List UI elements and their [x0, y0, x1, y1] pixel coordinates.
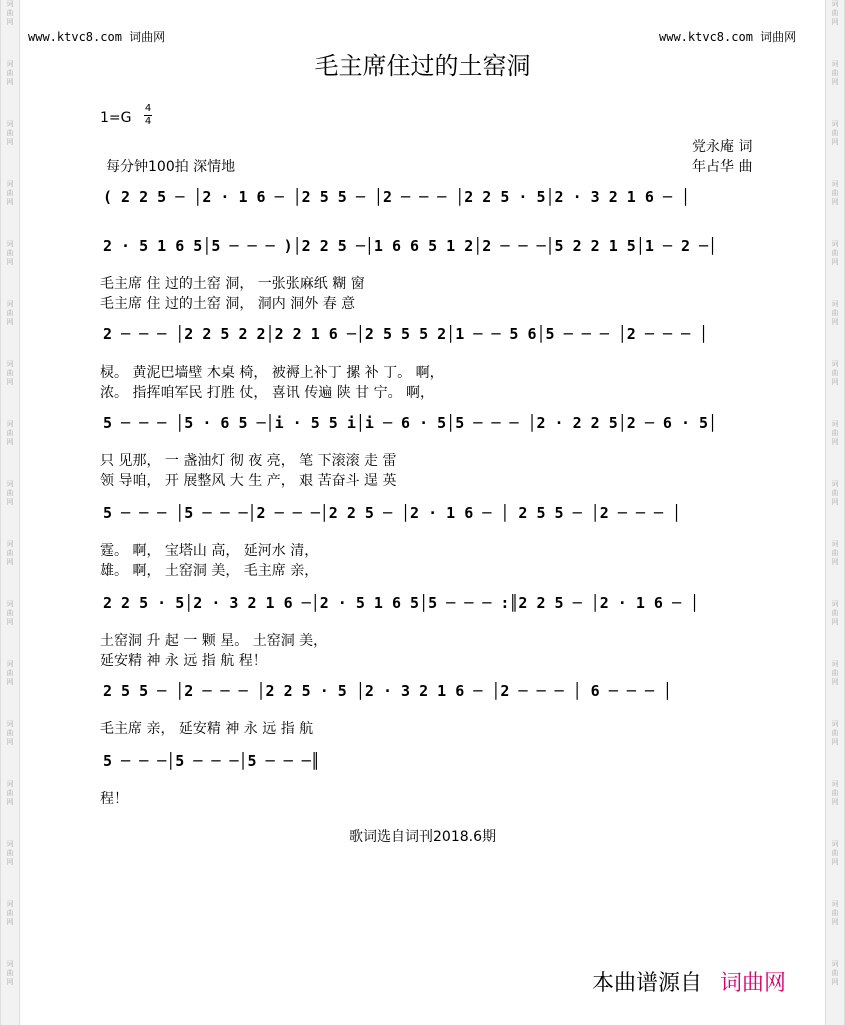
watermark-glyph: 网 [831, 558, 839, 566]
watermark-glyph: 曲 [831, 9, 839, 17]
lyrics-source-note: 歌词选自词刊2018.6期 [349, 829, 496, 845]
lyric-line: 霆。 啊， 宝塔山 高， 延河水 清， [100, 543, 319, 559]
watermark-glyph: 网 [6, 318, 14, 326]
watermark-gap [1, 267, 19, 300]
watermark-glyph: 词 [831, 600, 839, 608]
watermark-gap [1, 747, 19, 780]
watermark-glyph: 网 [6, 738, 14, 746]
watermark-glyph: 曲 [831, 729, 839, 737]
footer-brand-link[interactable]: 词曲网 [720, 971, 787, 996]
watermark-glyph: 网 [831, 258, 839, 266]
watermark-glyph: 网 [6, 258, 14, 266]
tempo-marking: 每分钟100拍 深情地 [106, 159, 236, 175]
watermark-glyph: 词 [6, 120, 14, 128]
watermark-glyph: 曲 [831, 909, 839, 917]
watermark-glyph: 词 [6, 600, 14, 608]
watermark-glyph: 词 [831, 180, 839, 188]
watermark-glyph: 网 [6, 498, 14, 506]
watermark-glyph: 网 [831, 618, 839, 626]
watermark-glyph: 曲 [831, 129, 839, 137]
watermark-glyph: 曲 [831, 549, 839, 557]
watermark-glyph: 曲 [6, 489, 14, 497]
watermark-glyph: 词 [831, 960, 839, 968]
notation-row: 2 2 5 · 5│2 · 3 2 1 6 ─│2 · 5 1 6 5│5 ─ ─ ─ :║2 2 5 ─ │2 · 1 6 ─ │ [103, 594, 700, 612]
watermark-glyph: 词 [831, 540, 839, 548]
watermark-gap [1, 927, 19, 960]
watermark-glyph: 词 [6, 360, 14, 368]
lyric-line: 浓。 指挥咱军民 打胜 仗， 喜讯 传遍 陕 甘 宁。 啊， [100, 385, 435, 401]
watermark-glyph: 曲 [6, 309, 14, 317]
watermark-glyph: 词 [831, 240, 839, 248]
watermark-glyph: 网 [6, 678, 14, 686]
watermark-glyph: 网 [6, 858, 14, 866]
watermark-gap [1, 387, 19, 420]
watermark-gap [826, 987, 844, 1020]
watermark-glyph: 网 [6, 18, 14, 26]
watermark-glyph: 曲 [831, 369, 839, 377]
watermark-glyph: 曲 [6, 9, 14, 17]
watermark-glyph: 曲 [6, 609, 14, 617]
watermark-gap [1, 87, 19, 120]
watermark-gap [826, 747, 844, 780]
watermark-glyph: 网 [6, 978, 14, 986]
watermark-gap [826, 387, 844, 420]
watermark-glyph: 曲 [831, 309, 839, 317]
watermark-glyph: 网 [831, 318, 839, 326]
watermark-glyph: 词 [6, 540, 14, 548]
watermark-glyph: 词 [831, 120, 839, 128]
watermark-gap [826, 327, 844, 360]
watermark-gap [826, 147, 844, 180]
lyric-line: 毛主席 住 过的土窑 洞， 一张张麻纸 糊 窗 [100, 276, 365, 292]
watermark-glyph: 曲 [831, 489, 839, 497]
meter-bottom: 4 [144, 116, 152, 127]
watermark-glyph: 词 [831, 420, 839, 428]
key-signature: 1=G [100, 110, 132, 126]
watermark-glyph: 词 [6, 0, 14, 8]
song-title: 毛主席住过的土窑洞 [314, 52, 531, 80]
watermark-glyph: 网 [831, 978, 839, 986]
lyric-line: 延安精 神 永 远 指 航 程！ [100, 653, 267, 669]
watermark-glyph: 曲 [6, 129, 14, 137]
right-watermark-strip [825, 0, 845, 1025]
notation-row: 5 ─ ─ ─│5 ─ ─ ─│5 ─ ─ ─║ [103, 752, 320, 770]
watermark-glyph: 网 [831, 678, 839, 686]
watermark-glyph: 词 [831, 60, 839, 68]
watermark-gap [826, 627, 844, 660]
watermark-glyph: 网 [831, 858, 839, 866]
watermark-gap [1, 327, 19, 360]
watermark-glyph: 网 [6, 378, 14, 386]
watermark-gap [1, 207, 19, 240]
watermark-glyph: 网 [831, 498, 839, 506]
lyric-line: 领 导咱， 开 展整风 大 生 产， 艰 苦奋斗 逞 英 [100, 473, 397, 489]
notation-row: 2 · 5 1 6 5│5 ─ ─ ─ )│2 2 5 ─│1 6 6 5 1 2│2 ─ ─ ─│5 2 2 1 5│1 ─ 2 ─│ [103, 237, 718, 255]
watermark-gap [826, 447, 844, 480]
watermark-glyph: 词 [6, 480, 14, 488]
watermark-glyph: 词 [6, 960, 14, 968]
watermark-glyph: 词 [6, 660, 14, 668]
watermark-gap [1, 687, 19, 720]
watermark-glyph: 网 [831, 798, 839, 806]
lyricist-credit: 党永庵 词 [692, 139, 753, 155]
watermark-glyph: 词 [6, 300, 14, 308]
footer-label: 本曲谱源自 [592, 971, 703, 996]
notation-row: 5 ─ ─ ─ │5 ─ ─ ─│2 ─ ─ ─│2 2 5 ─ │2 · 1 6 ─ │ 2 5 5 ─ │2 ─ ─ ─ │ [103, 504, 681, 522]
watermark-glyph: 网 [831, 918, 839, 926]
watermark-glyph: 曲 [6, 909, 14, 917]
watermark-glyph: 曲 [831, 249, 839, 257]
watermark-glyph: 词 [831, 660, 839, 668]
watermark-glyph: 网 [831, 138, 839, 146]
watermark-glyph: 网 [6, 558, 14, 566]
watermark-glyph: 曲 [6, 729, 14, 737]
watermark-glyph: 曲 [6, 669, 14, 677]
watermark-glyph: 曲 [831, 429, 839, 437]
watermark-gap [826, 867, 844, 900]
watermark-gap [826, 507, 844, 540]
watermark-glyph: 词 [831, 780, 839, 788]
watermark-gap [826, 927, 844, 960]
watermark-gap [826, 567, 844, 600]
watermark-gap [826, 267, 844, 300]
watermark-glyph: 词 [831, 480, 839, 488]
watermark-glyph: 曲 [6, 189, 14, 197]
watermark-glyph: 词 [6, 180, 14, 188]
time-signature [144, 104, 152, 127]
meter-top: 4 [144, 103, 152, 114]
watermark-gap [1, 447, 19, 480]
watermark-glyph: 词 [6, 420, 14, 428]
watermark-glyph: 词 [6, 720, 14, 728]
watermark-gap [1, 567, 19, 600]
watermark-glyph: 词 [831, 0, 839, 8]
lyric-line: 毛主席 亲， 延安精 神 永 远 指 航 [100, 721, 314, 737]
watermark-glyph: 词 [831, 360, 839, 368]
footer-attribution [592, 966, 786, 997]
notation-row: 2 5 5 ─ │2 ─ ─ ─ │2 2 5 · 5 │2 · 3 2 1 6 ─ │2 ─ ─ ─ │ 6 ─ ─ ─ │ [103, 682, 672, 700]
site-url-left[interactable]: www.ktvc8.com 词曲网 [28, 30, 166, 44]
watermark-glyph: 曲 [831, 789, 839, 797]
watermark-gap [826, 87, 844, 120]
watermark-glyph: 网 [831, 438, 839, 446]
watermark-glyph: 曲 [6, 789, 14, 797]
watermark-glyph: 曲 [831, 69, 839, 77]
watermark-glyph: 网 [6, 138, 14, 146]
watermark-glyph: 曲 [6, 369, 14, 377]
watermark-glyph: 曲 [831, 609, 839, 617]
watermark-gap [1, 867, 19, 900]
watermark-glyph: 网 [6, 198, 14, 206]
watermark-gap [1, 147, 19, 180]
watermark-glyph: 词 [831, 840, 839, 848]
watermark-glyph: 网 [831, 78, 839, 86]
lyric-line: 雄。 啊， 土窑洞 美， 毛主席 亲， [100, 563, 319, 579]
watermark-glyph: 网 [6, 798, 14, 806]
lyric-line: 毛主席 住 过的土窑 洞， 洞内 洞外 春 意 [100, 296, 356, 312]
watermark-glyph: 曲 [831, 849, 839, 857]
composer-credit: 年占华 曲 [692, 159, 753, 175]
watermark-glyph: 词 [831, 720, 839, 728]
watermark-glyph: 网 [831, 378, 839, 386]
watermark-glyph: 网 [6, 918, 14, 926]
watermark-gap [1, 987, 19, 1020]
watermark-glyph: 曲 [6, 249, 14, 257]
watermark-glyph: 词 [6, 240, 14, 248]
notation-row: ( 2 2 5 ─ │2 · 1 6 ─ │2 5 5 ─ │2 ─ ─ ─ │2 2 5 · 5│2 · 3 2 1 6 ─ │ [103, 188, 690, 206]
watermark-glyph: 曲 [6, 429, 14, 437]
lyric-line: 只 见那， 一 盏油灯 彻 夜 亮， 笔 下滚滚 走 雷 [100, 453, 397, 469]
watermark-glyph: 网 [831, 18, 839, 26]
watermark-glyph: 网 [6, 438, 14, 446]
watermark-glyph: 曲 [6, 549, 14, 557]
notation-row: 2 ─ ─ ─ │2 2 5 2 2│2 2 1 6 ─│2 5 5 5 2│1 ─ ─ 5 6│5 ─ ─ ─ │2 ─ ─ ─ │ [103, 325, 709, 343]
watermark-glyph: 曲 [6, 969, 14, 977]
watermark-glyph: 网 [6, 78, 14, 86]
watermark-glyph: 曲 [831, 669, 839, 677]
watermark-glyph: 词 [6, 840, 14, 848]
watermark-glyph: 词 [6, 900, 14, 908]
lyric-line: 土窑洞 升 起 一 颗 星。 土窑洞 美， [100, 633, 328, 649]
watermark-glyph: 词 [6, 780, 14, 788]
watermark-gap [1, 507, 19, 540]
lyric-line: 棂。 黄泥巴墙壁 木桌 椅， 被褥上补丁 摞 补 丁。 啊， [100, 365, 444, 381]
watermark-gap [826, 207, 844, 240]
watermark-gap [826, 687, 844, 720]
watermark-gap [1, 627, 19, 660]
watermark-glyph: 词 [831, 900, 839, 908]
watermark-glyph: 词 [831, 300, 839, 308]
watermark-glyph: 网 [831, 198, 839, 206]
watermark-glyph: 网 [6, 618, 14, 626]
watermark-glyph: 网 [831, 738, 839, 746]
lyric-line: 程！ [100, 791, 128, 807]
watermark-glyph: 曲 [6, 69, 14, 77]
watermark-glyph: 曲 [831, 969, 839, 977]
site-url-right[interactable]: www.ktvc8.com 词曲网 [659, 30, 797, 44]
watermark-glyph: 曲 [831, 189, 839, 197]
notation-row: 5 ─ ─ ─ │5 · 6 5 ─│i · 5 5 i│i ─ 6 · 5│5 ─ ─ ─ │2 · 2 2 5│2 ─ 6 · 5│ [103, 414, 718, 432]
watermark-glyph: 词 [6, 60, 14, 68]
watermark-glyph: 曲 [6, 849, 14, 857]
left-watermark-strip [0, 0, 20, 1025]
